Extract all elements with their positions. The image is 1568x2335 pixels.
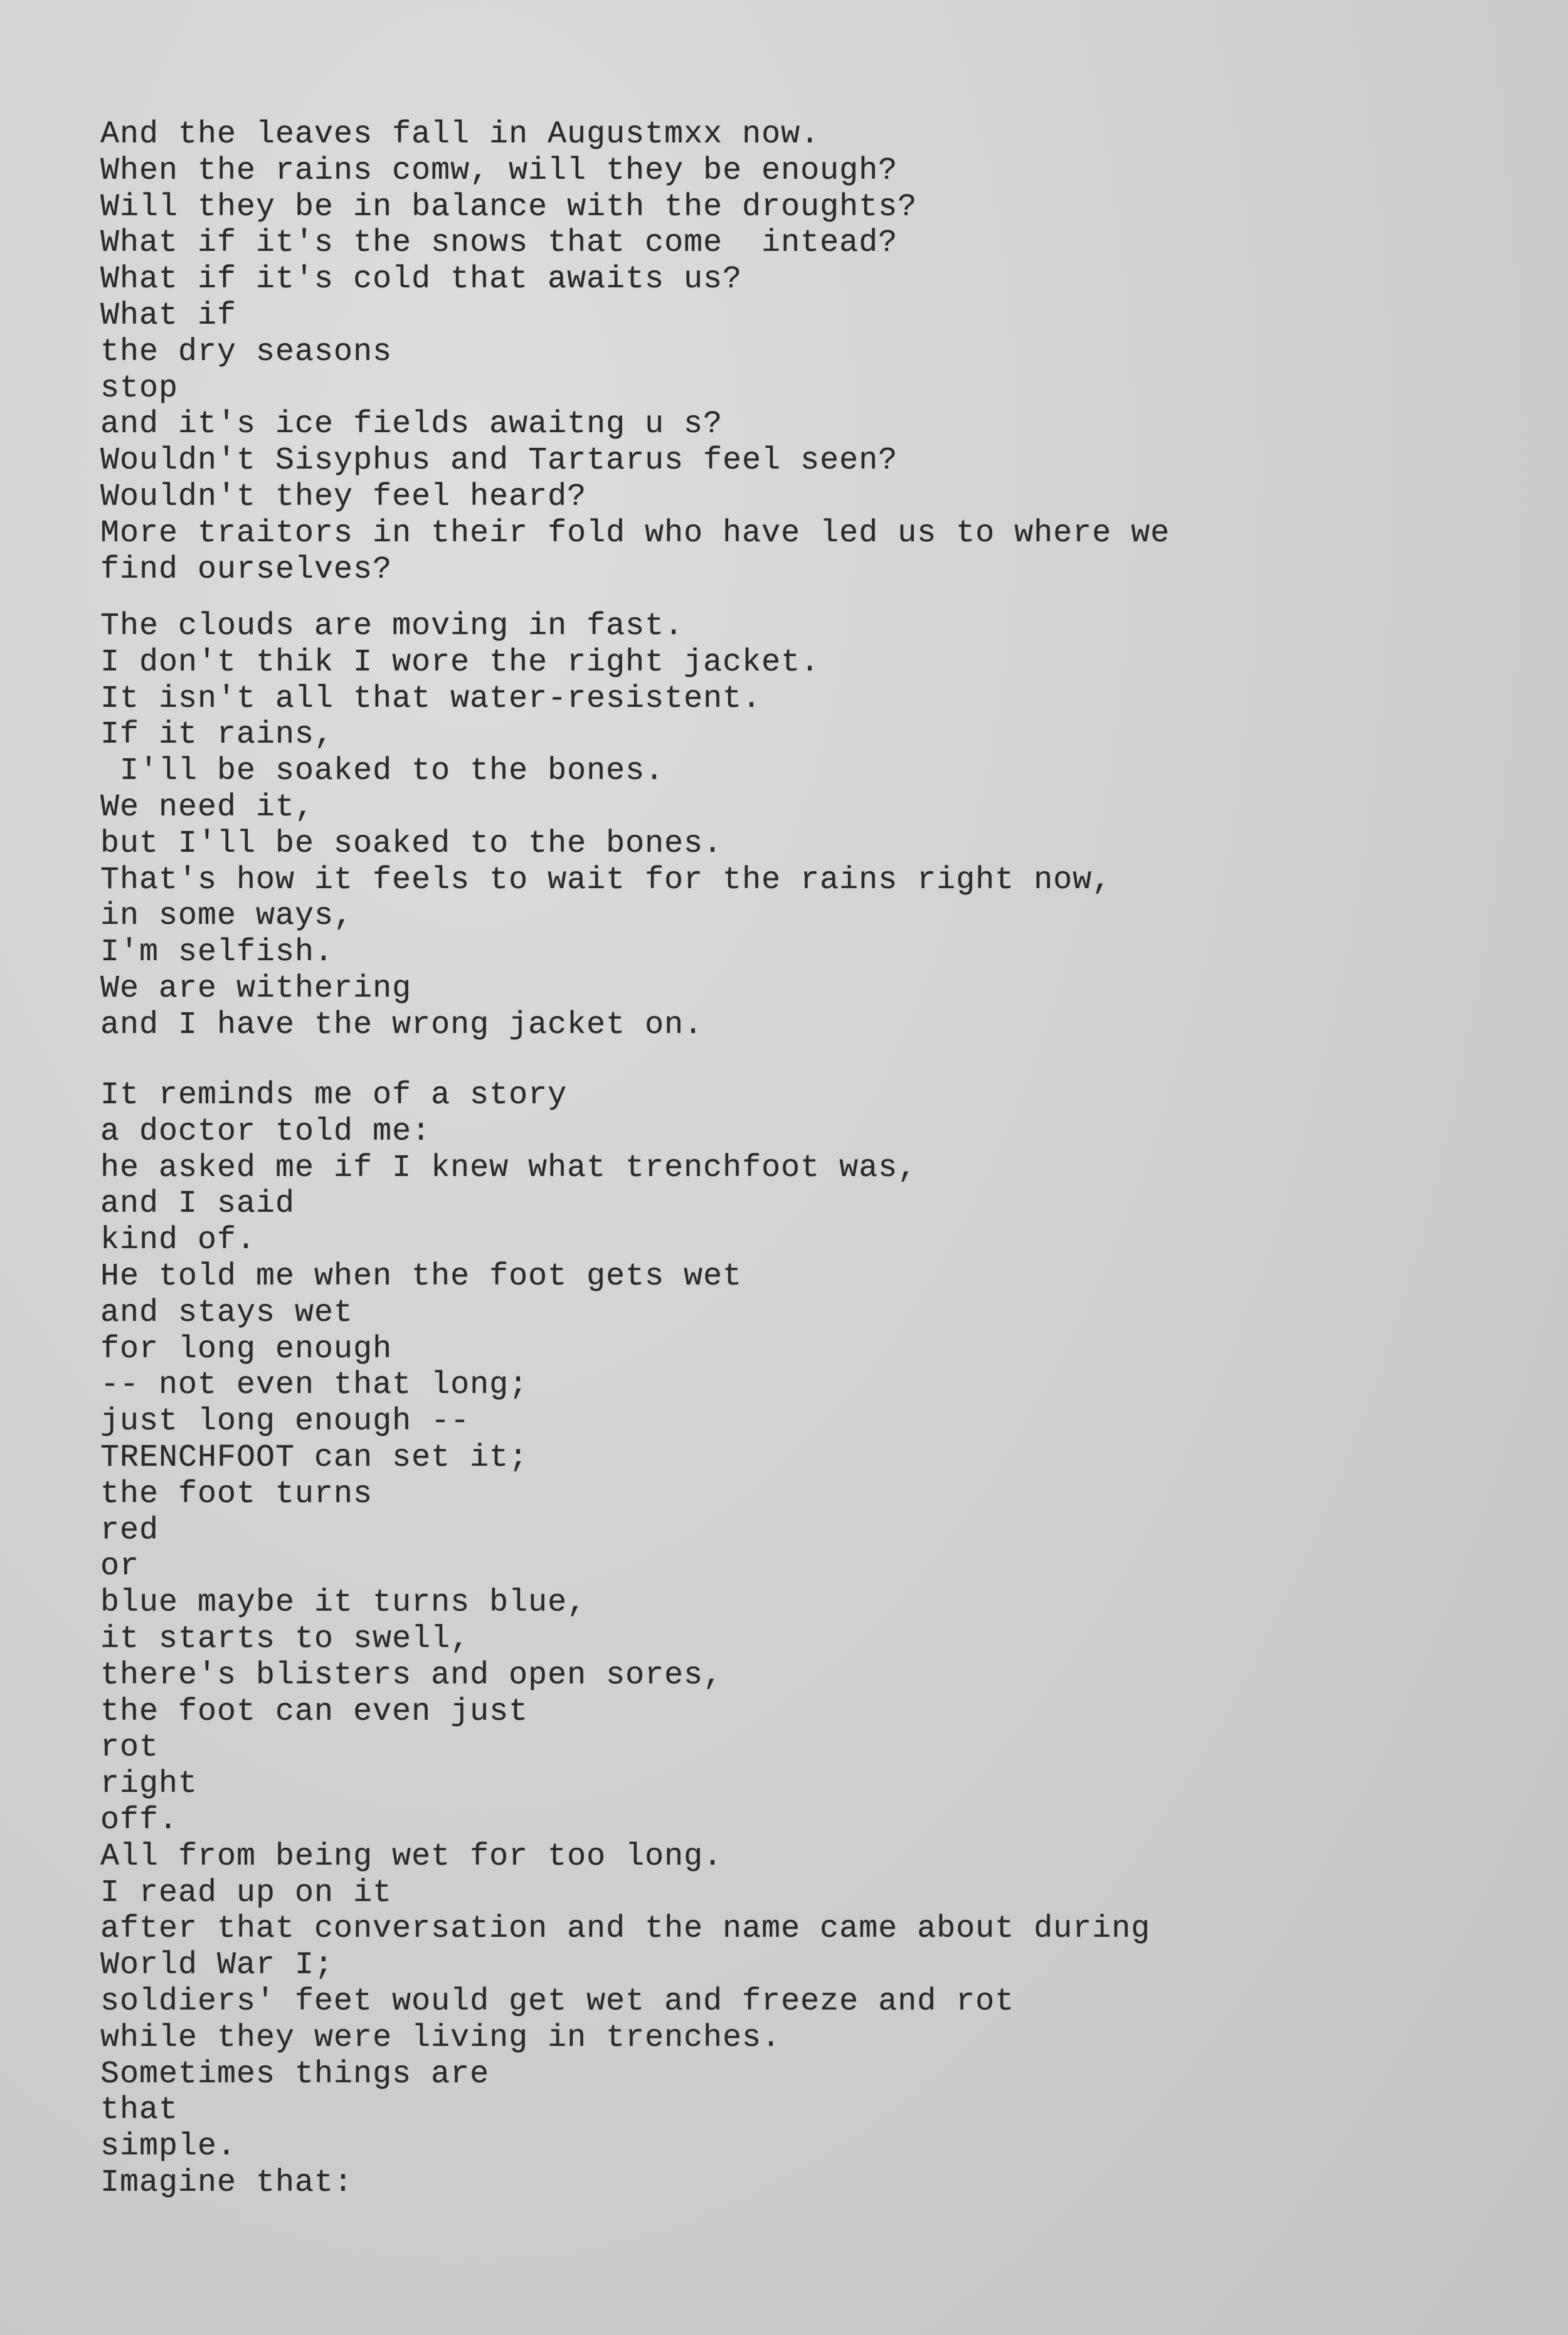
poem-line: and I said <box>100 1186 295 1222</box>
poem-line: off. <box>100 1802 179 1838</box>
poem-line: and I have the wrong jacket on. <box>100 1007 704 1043</box>
poem-line: or <box>100 1549 140 1585</box>
poem-line: the foot can even just <box>100 1693 529 1730</box>
poem-line: find ourselves? <box>100 551 393 588</box>
poem-line: the dry seasons <box>100 334 393 370</box>
poem-line: He told me when the foot gets wet <box>100 1258 743 1295</box>
poem-line: -- not even that long; <box>100 1367 529 1404</box>
poem-line: All from being wet for too long. <box>100 1838 723 1875</box>
poem-line: We need it, <box>100 789 315 825</box>
poem-line: I don't thik I wore the right jacket. <box>100 644 820 680</box>
poem-line: just long enough -- <box>100 1404 470 1440</box>
poem-line: Will they be in balance with the droughts? <box>100 189 918 225</box>
poem-line: I'm selfish. <box>100 935 334 971</box>
poem-line: red <box>100 1512 159 1549</box>
poem-line: and it's ice fields awaitng u s? <box>100 406 723 443</box>
poem-line: kind of. <box>100 1222 257 1259</box>
poem-line: Sometimes things are <box>100 2056 490 2092</box>
poem-line: Wouldn't they feel heard? <box>100 479 587 515</box>
poem-line: We are withering <box>100 970 412 1007</box>
poem-line: in some ways, <box>100 898 354 935</box>
poem-line: there's blisters and open sores, <box>100 1657 723 1693</box>
poem-line: for long enough <box>100 1331 393 1367</box>
poem-line: Wouldn't Sisyphus and Tartarus feel seen? <box>100 443 898 479</box>
poem-line: When the rains comw, will they be enough? <box>100 152 898 189</box>
poem-line: And the leaves fall in Augustmxx now. <box>100 117 820 152</box>
poem-line: What if <box>100 297 237 334</box>
poem-line: that <box>100 2092 179 2129</box>
poem-line: If it rains, <box>100 717 334 753</box>
poem-line: I read up on it <box>100 1875 393 1911</box>
poem-line: he asked me if I knew what trenchfoot was, <box>100 1150 918 1186</box>
poem-line: What if it's cold that awaits us? <box>100 262 743 298</box>
poem-line: after that conversation and the name came about during <box>100 1911 1151 1947</box>
poem-line: right <box>100 1766 198 1803</box>
stanza-2 <box>100 608 1111 1044</box>
poem-line: while they were living in trenches. <box>100 2020 781 2056</box>
poem-line: What if it's the snows that come intead? <box>100 225 898 262</box>
poem-line: It reminds me of a story <box>100 1077 568 1113</box>
stanza-1 <box>100 117 1170 588</box>
poem-line: simple. <box>100 2129 237 2165</box>
poem-line: soldiers' feet would get wet and freeze and rot <box>100 1983 1015 2020</box>
poem-line: the foot turns <box>100 1476 373 1512</box>
poem-line: a doctor told me: <box>100 1113 432 1150</box>
poem-line: it starts to swell, <box>100 1621 470 1657</box>
poem-line: rot <box>100 1730 159 1766</box>
poem-line: I'll be soaked to the bones. <box>100 753 665 790</box>
stanza-3 <box>100 1077 1150 2201</box>
poem-line: That's how it feels to wait for the rains right now, <box>100 862 1112 898</box>
poem-line: and stays wet <box>100 1295 354 1331</box>
poem-line: More traitors in their fold who have led us to where we <box>100 515 1170 551</box>
poem-line: TRENCHFOOT can set it; <box>100 1439 529 1476</box>
poem-line: but I'll be soaked to the bones. <box>100 825 723 862</box>
poem-line: Imagine that: <box>100 2164 354 2201</box>
poem-line: It isn't all that water-resistent. <box>100 680 762 717</box>
poem-line: World War I; <box>100 1947 334 1984</box>
poem-line: stop <box>100 370 179 406</box>
poem-line: blue maybe it turns blue, <box>100 1585 587 1621</box>
poem-line: The clouds are moving in fast. <box>100 608 684 644</box>
